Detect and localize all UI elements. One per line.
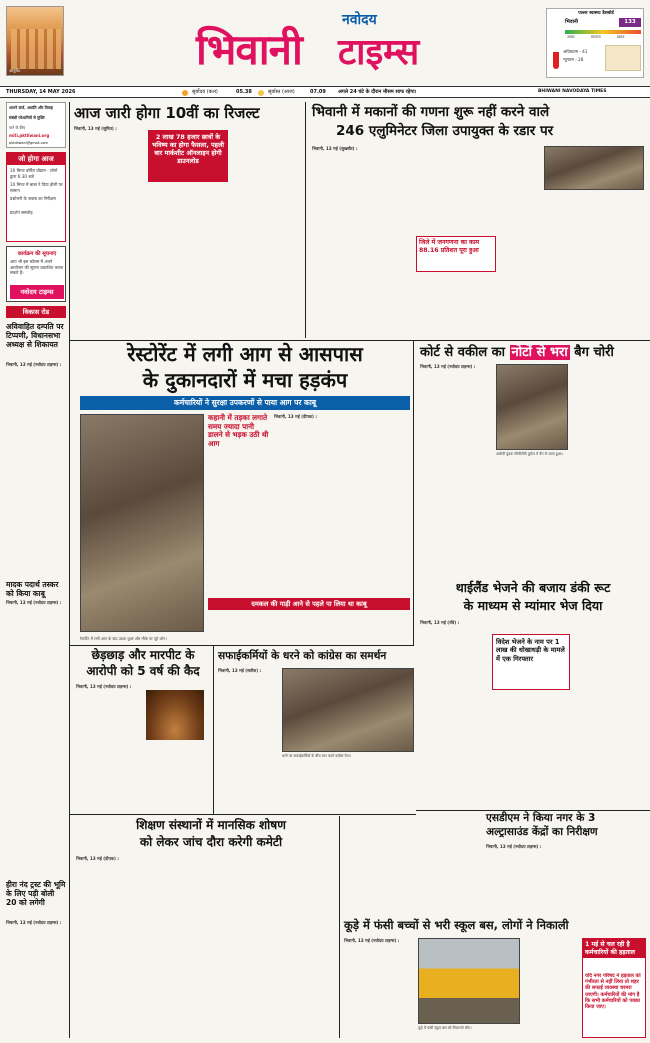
strike-headline: 1 मई से चल रही है कर्मचारियों की हड़ताल [583,939,645,958]
census-body-1: भिवानी, 13 मई (सुखबीर) : [312,146,358,151]
sweepers-headline: सफाईकर्मियों के धरने को कांग्रेस का समर्थन [218,650,387,662]
census-headline-1: भिवानी में मकानों की गणना शुरू नहीं करने वाले [312,104,550,120]
left-story3-body: भिवानी, 13 मई (नवोदय टाइम्स) : [6,920,62,925]
header-left-photo [6,6,64,76]
schools-body-1: भिवानी, 13 मई (दीपक) : [76,856,120,861]
left-ad: आपने कर्ज, अशांति और विवाह संबंधी परेशानियों से मुक्ति पाने के लिए miti.pktilwani.org pktdhwani@gmail.com [6,102,66,148]
bus-photo [418,938,520,1024]
left-story1-body: भिवानी, 13 मई (नवोदय टाइम्स) : [6,362,62,367]
bus-photo-caption: कूड़े में फंसी स्कूल बस को निकालते लोग। [418,1026,472,1030]
strike-box [582,938,646,1038]
fire-photo [80,414,204,632]
sweepers-body-2 [282,762,346,812]
thermometer-icon [553,45,559,69]
sunset-time: 07.09 [310,89,326,95]
masthead-bhiwani: भिवानी [196,25,302,74]
sdm-body-3 [568,844,646,916]
assault-body-2 [146,744,210,812]
lead-callout: 2 लाख 78 हजार छात्रों के भविष्य का होगा फैसला, पहली बार मार्कशीट ऑनलाइन होगी डाउनलोड [148,130,228,182]
sweepers-photo [282,668,414,752]
fire-box-head: दमकल की गाड़ी आने से पहले पा लिया था काबू [208,598,410,610]
issue-date: THURSDAY, 14 MAY 2026 [6,89,76,95]
bus-headline: कूड़े में फंसी बच्चों से भरी स्कूल बस, लोगों ने निकाली [344,918,569,932]
bus-body-2 [524,938,578,1038]
sdm-headline-2: अल्ट्रासाउंड केंद्रों का निरीक्षण [486,826,598,838]
sdm-body-1 [420,812,482,916]
census-body-4 [544,194,644,336]
court-body-2 [496,466,568,578]
lead-headline: आज जारी होगा 10वीं का रिजल्ट [74,104,260,122]
temp-max: अधिकतम - 41 [563,49,588,54]
schools-body-2 [164,856,248,1038]
weather-ticker: अगले 24 घंटे के दौरान मौसम साफ रहेगा। [338,89,417,95]
strike-text: यदि नगर परिषद ने हड़ताल को गंभीरता से नहीं लिया तो शहर की सफाई व्यवस्था चरमरा जाएगी। कर्मचारियों की मांग है कि सभी कर्मचारियों को पक्का किया जाए। [585,973,641,1011]
datebar [0,86,650,98]
weather-widget [546,8,644,78]
fire-headline-1: रेस्टोरेंट में लगी आग से आसपास [127,342,363,366]
gavel-icon [146,690,204,740]
today-box-title: जो होगा आज [7,153,65,165]
sweepers-photo-caption: धरने पर सफाईकर्मियों के बीच बात करते कांग्रेस नेता। [282,754,351,758]
court-body-3 [572,364,646,578]
census-callout: जिले में जनगणना का काम 88.16 प्रतिशत पूरा हुआ [416,236,496,272]
sdm-headline-1: एसडीएम ने किया नगर के 3 [486,812,596,824]
bus-body-1: भिवानी, 13 मई (नवोदय टाइम्स) : [344,938,400,943]
left-story1-headline: अविवाहित दम्पति पर टिप्पणी, विधानसभा अध्यक्ष से शिकायत [6,322,64,349]
thailand-callout: विदेश भेजने के नाम पर 1 लाख की धोखाधड़ी के मामले में एक गिरफ्तार [492,634,570,690]
fire-subhead: कर्मचारियों ने सुरक्षा उपकरणों से पाया आग पर काबू [80,396,410,410]
section-tag: विकास रोड [6,306,66,318]
brand-line: BHIWANI NAVODAYA TIMES [538,89,607,94]
aqi-label-bad: खराब [617,35,625,39]
fire-headline-2: के दुकानदारों में मचा हड़कंप [142,368,348,392]
sdm-body-2: भिवानी, 13 मई (नवोदय टाइम्स) : [486,844,542,849]
masthead-times: टाइम्स [338,32,420,73]
thailand-body-3 [572,620,646,810]
census-photo [544,146,644,190]
weather-title: पल्लर स्वास्थ्य डैशबोर्ड [578,11,614,16]
assault-headline-1: छेड़छाड़ और मारपीट के [91,648,195,662]
sweepers-body-3 [350,762,414,812]
weather-city: भिवानी [565,19,578,25]
left-story2-body: भिवानी, 13 मई (नवोदय टाइम्स) : [6,600,62,605]
court-photo [496,364,568,450]
today-box: जो होगा आज 10 मिनट वर्किंग प्रोग्राम - लोगों द्वारा 6:30 बजे 10 मिनट में बाबा ने दिया होली पर सामान प्रश्नोत्तरी के जवाब का निरीक्षण प्रदर्शन समारोह [6,152,66,242]
fire-body-1 [208,476,270,594]
aqi-label-good: अच्छा [567,35,575,39]
masthead-navodaya: नवोदय [342,12,377,28]
fire-body-3 [346,414,410,594]
sunset-label: सूर्यास्त (आज) [268,89,295,95]
schools-headline-1: शिक्षण संस्थानों में मानसिक शोषण [136,818,286,832]
sweepers-body-1: भिवानी, 13 मई (सतीश) : [218,668,262,673]
schools-headline-2: को लेकर जांच दौरा करेगी कमेटी [139,835,283,849]
temple-caption: आयुर्वेद [9,68,20,73]
fire-photo-caption: रेस्टोरेंट में लगी आग के बाद उठता धुआं और मौके पर जुटे लोग। [80,636,167,641]
fire-side-head: कहानी में तड़का लगाते समय ज्यादा पानी डालने से भड़क उठी थी आग [208,413,269,448]
left-story3-headline: हीरा नंद ट्रस्ट की भूमि के लिए पड़ी बोली 20 को लगेगी [6,880,66,907]
sunrise-label: सूर्योदय (कल) [192,89,218,95]
assault-headline-2: आरोपी को 5 वर्ष की कैद [86,664,200,678]
moon-icon [258,90,264,96]
court-body-1: भिवानी, 13 मई (नवोदय टाइम्स) : [420,364,476,369]
thailand-headline-1: थाईलैंड भेजने की बजाय डंकी रूट [455,580,611,595]
thailand-body-1: भिवानी, 13 मई (रवि) : [420,620,460,625]
assault-body-1: भिवानी, 13 मई (नवोदय टाइम्स) : [76,684,132,689]
masthead [190,6,480,78]
sun-icon [182,90,188,96]
thailand-body-2 [496,694,568,810]
census-body-3 [468,146,540,336]
temp-min: न्यूनतम - 28 [563,57,584,62]
lead-body-right [230,126,302,340]
schools-body-3 [252,856,336,1038]
lead-body-left: भिवानी, 13 मई (सुमित) : [74,126,117,131]
aqi-badge: 133 [619,18,641,27]
sunrise-time: 05.38 [236,89,252,95]
court-headline: कोर्ट से वकील का नोटों से भरा बैग चोरी [420,345,614,360]
lead-body-mid [148,186,220,340]
left-story2-headline: मादक पदार्थ तस्कर को किया काबू [6,580,59,598]
court-photo-caption: आरोपी युवक सीसीटीवी फुटेज में बैग ले जाता हुआ। [496,452,563,456]
fire-box-body [208,612,410,636]
aqi-label-medium: सामान्य [591,35,601,39]
notice-box: कार्यक्रम की सूचनाएं आप भी इस कॉलम में अपने आयोजन की सूचना प्रकाशित करवा सकते हैं। नवोदय टाइम्स [6,246,66,302]
census-headline-2: 246 एलुमिनेटर जिला उपायुक्त के रडार पर [336,123,554,139]
fire-body-2: भिवानी, 13 मई (दीपक) : [274,414,318,419]
thailand-headline-2: के माध्यम से म्यांमार भेज दिया [463,598,603,613]
